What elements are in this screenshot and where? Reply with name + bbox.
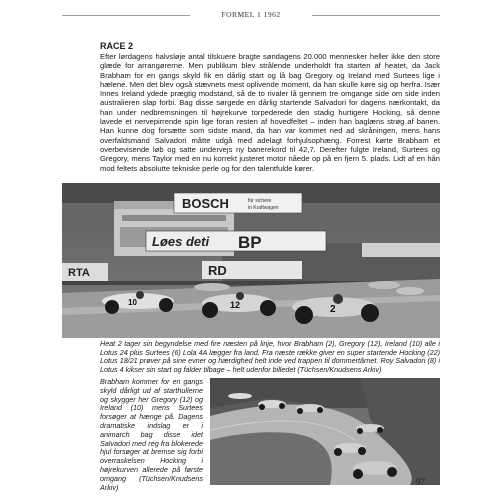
race-start-illustration [62, 183, 440, 338]
sign-ford: RD [208, 263, 227, 278]
sign-bosch-sub1: für sichere [248, 198, 272, 204]
photo-caption-1: Heat 2 tager sin begyndelse med fire næsten på linje, hvor Brabham (2), Gregory (12), Ireland (10) alle i Lotus 24 plus Surtees (6) Lola 4A lægger fra land. Fra næste række giver en super startende Hocking (22) Lotus 18/21 prøver på sine evner og hærdighed helt inde ved trappen til dommertårnet. Roy Salvadori (8) i Lotus 4 kikser sin start og falder tilbage – helt udenfor billedet (Tüchsen/Knudsens Arkiv) [100, 339, 440, 375]
photo-caption-2: Brabham kommer for en gangs skyld dårligt ud af starthullerne og skygger her Gregory (12) og Ireland (10) mens Surtees forsøger at hænge på. Dagens dramatiske indslag er i animarch bag disse idet Salvadori med reg fra blokerede hjul forsøger at bremse sig forbi overraskelsen Hocking i højrekurven allerede på første omgang (Tüchsen/Knudsens Arkiv) [100, 377, 203, 492]
sign-rta: RTA [68, 267, 90, 279]
page-number: 97 [416, 477, 425, 487]
photo-race-start [62, 183, 440, 338]
first-corner-illustration [210, 378, 440, 485]
sign-bosch-sub2: in Kraftwagen [248, 205, 279, 211]
car-10-number: 10 [128, 298, 137, 307]
sign-banner-bp: BP [238, 233, 262, 252]
photo-first-corner [210, 378, 440, 485]
car-12-number: 12 [230, 300, 241, 310]
article [100, 41, 440, 173]
running-header [62, 11, 440, 21]
car-2-number: 2 [330, 304, 336, 315]
header-rule-right [312, 15, 440, 16]
article-body: Efter lørdagens halvsløje antal tilskuere bragte søndagens 20.000 mennesker heller ikke den store glæde for arrangørerne. Men publikum blev strålende underholdt fra starten af heatet, da Jack Brabham for en gangs skyld fik en dårlig start og lå bag Gregory og Ireland med Surtees lige i hælene. Men det blev også stævnets mest oplivende moment, da han skulle køre sig op herfra. Især Innes Ireland ydede prægtig modstand, så de to rivaler lå gennem tre omgange side om side inden australieren slap forbi. Bag disse sørgede en dårlig startende Salvadori for dagens nærkontakt, da han under nedbremsningen til højrekurve torpederede den stadig hurtigere Hocking, så denne lavede et nervepirrende spin lige foran resten af hovedfeltet – inden han baglæns strøg af banen. Han kunne dog forsætte som sidste mand, da han var kommet ned ad skråningen, mens hans overfaldsmand Salvadori måtte udgå med adelagt forhjulsophæng. Forrest kørte Brabham et overbevisende løb og satte undervejs ny banerekord til 42,7. Derefter fulgte Ireland, Surtees og Gregory, mens Taylor med en nu korrekt justeret motor nåede op på en fjern 5. plads. Lidt af en hån mod feltets absolutte tekniske perle og for den talentfulde kører. [100, 52, 440, 173]
sign-bosch: BOSCH [182, 196, 229, 211]
sign-banner: Løes deti [152, 234, 210, 249]
header-title: FORMEL 1 1962 [221, 10, 281, 19]
section-heading: RACE 2 [100, 41, 134, 51]
